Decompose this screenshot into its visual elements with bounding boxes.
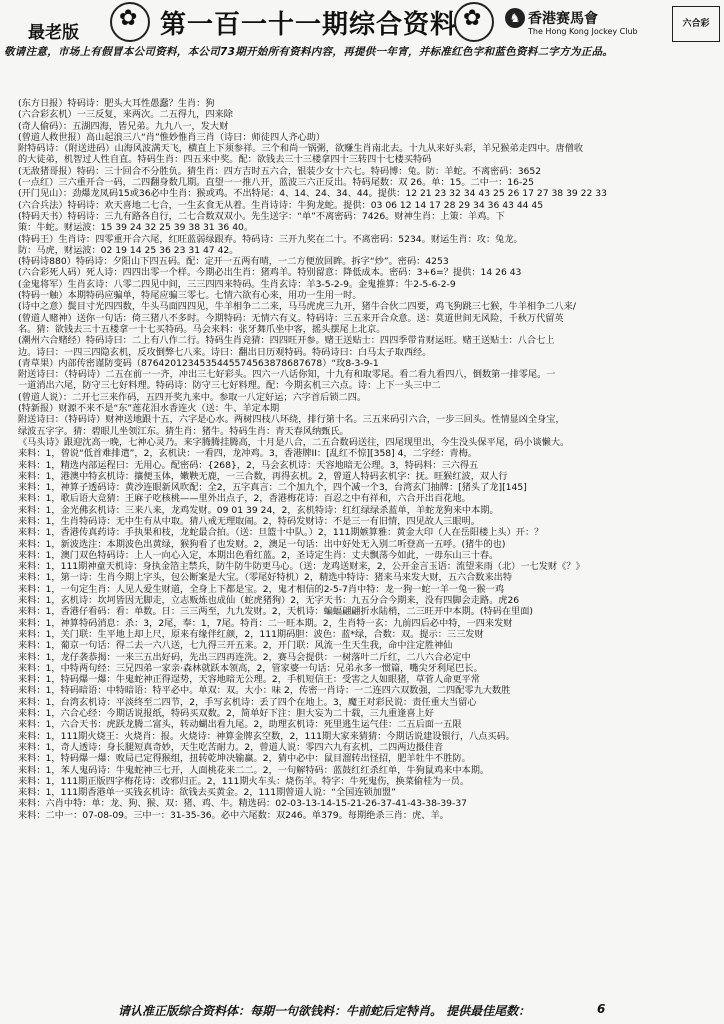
content-line: (特码一触）本期特码应骗单，特尾应骗三零七。七情六欲有心来，用功一生用一时。 bbox=[18, 290, 362, 302]
content-line: 来料：1，港澳中特玄机诗：攘便玉体，嫩鞅无鹿，一三合数，再得玄机。2，曾道人特码玄机字：抚。旺猴红波，双人行 bbox=[18, 470, 508, 482]
content-line: 策：牛蛇。财运波：15 39 24 32 25 39 38 31 36 40。 bbox=[18, 222, 254, 234]
flower-emblem-icon bbox=[110, 2, 150, 42]
content-line: (奇人偷码）：五湖四海，皆兄弟。九九八一，发大财 bbox=[18, 120, 229, 132]
content-line: 附特码诗：（附送进码）山海风波满天飞，横直上下须参祥。三个和尚一锅粥，欲赚生肖南北去。十九从来好头彩，羊兄猴弟走四中。唐僧收 bbox=[18, 143, 584, 155]
content-line: (特码王）生肖诗：四零重开合六尾，红旺蓝弱绿跟弃。特码诗：三开九奖在二十。不离密码：5234。财运生肖：攻：兔龙。 bbox=[18, 233, 523, 245]
page-title: 第一百一十一期综合资料 bbox=[160, 10, 458, 40]
content-line: (特新报）财源不来不是“东”莲花泪水香连火（送：牛、羊定本期 bbox=[18, 403, 280, 415]
content-line: 的大徒弟，机智过人性自直。特码生肖：四五来中奖。配：欲钱去三十三楼拿四十三转四十七楼买特码 bbox=[18, 154, 432, 166]
content-line: 来料：六肖中特：单：龙、狗、猴、双：猪、鸡、牛。精选码：02-03-13-14-15-21-26-37-41-43-38-39-37 bbox=[18, 798, 468, 810]
content-line: (东方日报）特码诗：肥头大耳性愚蠢？生肖：狗 bbox=[18, 98, 215, 109]
content-line: 来料：1，关门联：生平地上却上尺，原来有缘伴红颜，2，111期码胆：波色：蓝*绿，合数：双。提示：三三发财 bbox=[18, 628, 484, 640]
content-line: (曾道人说）：二开七三来作码，五四开奖九来中。参取一八定好运；六字首后锁二四。 bbox=[18, 391, 367, 403]
footer-text: 请认准正版综合资料体：每期一句欲钱料：牛前蛇后定特肖。 提供最佳尾数： bbox=[118, 1004, 531, 1018]
notice-banner: 敬请注意，市场上有假冒本公司资料，本公司73期开始所有资料内容，再提供一年宵，并标准红色字和蓝色资料二字方为正品。 bbox=[4, 46, 614, 58]
content-line: 来料：1，香港仔看码：看：单数。日：三三两至，九九发财。2，天机诗：蝙蝠翩翩折水陆梢，二三旺开中本期。(特码在里面) bbox=[18, 606, 533, 618]
content-line: 来料：1，生肖特码诗：无中生有从中取。猜八戒无理取闹。2，特码发财诗：不是三一有旧情，四见故人三眼明。 bbox=[18, 515, 480, 527]
content-line: 来料：1，精选内部运程曰：无用心。配密码：{268}，2，马会玄机诗：天容地暗无公理。3，特码料：三六得五 bbox=[18, 459, 479, 471]
content-line: 来料：1，香港传真药诗：手执果和枝，龙蛇最合拍。（送：旦篮十中队。）2，111期嫉算雅：黄金大印（人在岳阳楼上头）开：？ bbox=[18, 527, 544, 539]
content-line: 来料：1，神算特码消息：杀：3，2尾，奉：1，7尾。特肖：二一旺本期。2，生肖特一玄：九前四后必中特，一四来发财 bbox=[18, 617, 513, 629]
content-line: 来料：1，苯人鬼码诗：牛鬼蛇神三七开，人面桃花来二二。2，一句解特码：蓝鼓红红杀红单，牛狗鼠鸡来中本期。 bbox=[18, 764, 490, 776]
page-number: 6 bbox=[597, 1002, 606, 1016]
content-line: 来料：二中一：07-08-09。三中一：31-35-36。必中六尾数：双246。单379。每期绝杀三肖：虎、羊。 bbox=[18, 809, 449, 821]
content-line: 来料：1，特码暗语：中特暗语：特平必中。单双：双。大小：味 2，传密一肖诗：一二连四六双数强，二四配零九大数胜 bbox=[18, 685, 511, 697]
content-line: 一道消出六尾，防守三七好料理。特码诗：防守三七好料理。配：今期玄机三六点。诗：上下一头三中二 bbox=[18, 380, 441, 392]
content-line: (曾道人救世报）高山起浪三八“肖”惟妙惟肖三肖（诗曰：师徒四人齐心助） bbox=[18, 131, 326, 143]
content-line: 来料：1，111期神童天机诗：身执金箔主禁兵，防牛防牛防更马心。（送：龙鸡送财来，2，公开金言玉语：流望来雨（北）一七发财《？》 bbox=[18, 561, 585, 573]
version-label: 最老版 bbox=[28, 23, 79, 43]
jockey-club-logo-icon: ♞ bbox=[505, 8, 525, 28]
content-line: 来料：1，111期正版四字梅花诗：改邪归正。2，111期火车头：烧伤羊。特字：牛死鬼伤，换菜偷桂为一员。 bbox=[18, 775, 470, 787]
content-line: 来料：1，金光佛玄机诗：三来八来，龙鸡发财。09 01 39 24，2，玄机特诗：红红绿绿杀蓝单，羊蛇龙狗来中本期。 bbox=[18, 504, 499, 516]
content-line: (青草果）内部传密谨防变码（8764201234535445574563878687678）“玫8-3-9-1 bbox=[18, 357, 379, 369]
content-line: 名。猜：欲钱去三十五楼拿一十七买特码。马会来料：张牙舞爪坐中客，摇头摆尾上北京。 bbox=[18, 323, 386, 335]
content-line: 来料：1，六合天书：虎跃龙腾二富头，转动蝴出看九尾。2，助理玄机诗：死里逃生运气佳：二五后面一五限 bbox=[18, 719, 462, 731]
jockey-club-name: 香港赛馬會 bbox=[528, 11, 598, 27]
flower-emblem-icon bbox=[454, 2, 494, 42]
content-line: (六合彩死人码）死人诗：四四出零一个样。今期必出生肖：猪鸡羊。特别留意：降低成本。密码：3+6=？提供：14 26 43 bbox=[18, 267, 522, 279]
content-line: 来料：1，111期香港单一买钱玄机诗：欲钱去买黄金。2，111期曾道人说：“全国连锁加盟” bbox=[18, 787, 396, 799]
content-line: (金鬼将军）生肖玄诗：八零二四见中间，三三四四来特码。生肖玄诗：羊3-5-2-9。金鬼推算：牛2-5-6-2-9 bbox=[18, 278, 456, 290]
content-body bbox=[18, 98, 718, 990]
content-line: 来料：1，一句定生肖：人见人爱生财道，全身上下都是宝。2，鬼才相信的2-5-7肖中特：龙一狗一蛇一羊一兔一猴一鸡 bbox=[18, 583, 505, 595]
content-line: (无敌猪哥报）特码：三十回合不分胜负。猜生肖：四方吉时五六合，银装少女十六七。特码博：兔。防：羊蛇。不离密码：3652 bbox=[18, 165, 542, 177]
content-line: 《马头诗》跟迎沈高一晚，七神心灵乃。来字腾腾挂腾高，十月是八合，二五合数码送往，四尾现里出，今生没头保平尾，码小谈懒大。 bbox=[18, 436, 570, 448]
content-line: 来料：1，中特两句经：三兄四弟一家亲·森林就跃本领高，2，管家婆一句话：兄弟永多一惯篇，嘴尖牙利尾巴长。 bbox=[18, 662, 483, 674]
content-line: (特码诗880）特码诗：夕阳山下四五码。配：定开一五两有晴，一二方便放回眸。拆字“炒”。密码：4253 bbox=[18, 256, 449, 268]
content-line: 来料：1，玄机诗：坎坷皆因无脚走，立志贩炼也成仙（蛇虎猪狗）2，无字天书：九五分合今期来，没有四脚会走路。虎26 bbox=[18, 595, 520, 607]
content-line: 附送诗曰：（特码诗）二五在前一一齐，冲出三七好彩头。四六一八话你知，十九有和取零尾。看二看九看四八，倒数第一排零尾。一 bbox=[18, 369, 556, 381]
content-line: 来料：1，奇人透诗：身长腿短真奇妙，天生吃苦耐力。2，曾道人说：零四六九有玄机，二四两边摄佳音 bbox=[18, 741, 444, 753]
content-line: 来料：1，神算子透码诗：黄沙连眼新风吹配：全2，五字真言：二个加九个，四个减一个3，台湾玄门抽牌：[猪头了龙][145] bbox=[18, 482, 527, 494]
content-line: (诗中之意）鬓目寸光四四数，牛头马面四四见，牛羊相争二二来，马马虎虎三九开，猪牛合伙二四要，鸡飞狗跳三七猴，牛羊相争二八来/ bbox=[18, 301, 576, 313]
content-line: 来料：1，曾说“低首难排遣”，2，玄机诀：一看四，龙冲鸡。3，香港牌II：[乱红不惊][358] 4，二字经：青梅。 bbox=[18, 448, 477, 460]
content-line: 绿波五字字。猜：碧眼儿坐领江东。猜生肖：猪牛。特码生肖：青天春风纳甄氏。 bbox=[18, 425, 349, 437]
content-line: 来料：1，澳门双色特码诗：上人一向心入定，本期出色看红蓝。2，圣诗定生肖：丈夫飘荡今如此，一毋东山三十春。 bbox=[18, 549, 499, 561]
content-line: (六合兵法）特码诗：欢天喜地二七合，一生玄食无从着。生肖诗诗：牛狗龙蛇。提供：03 06 12 14 17 28 29 34 36 43 44 45 bbox=[18, 199, 544, 211]
content-line: 来料：1，葡京一句话：得二去一六八送，七九得三开五来。2，开门联：风流一生天生我，命中注定胜神仙 bbox=[18, 640, 453, 652]
content-line: 来料：1，新波选注：本期波色出黄绿，猴狗看了也发财。2，澳足一句话：出中好处无入别二听登高一五呼。(猪牛的也) bbox=[18, 538, 506, 550]
content-line: (特码天书）特码诗：三九有路各自行，二七合数双双小。先生送字：“单”不离密码：7426。财神生肖：上策：羊鸡。下 bbox=[18, 210, 505, 222]
content-line: 来料：1，第一诗：生肖今期上字头，包公断案是大宝。（零尾好特机）2，精选中特诗：猪来马来发大财，五六合数来出特 bbox=[18, 572, 513, 584]
content-line: 防：马虎，财运波：02 19 14 25 36 23 31 47 42。 bbox=[18, 244, 239, 256]
content-line: 来料：1，特码爆一爆：败局已定得猴组，扭转乾坤决输赢。2，猜中必中：鼠目溜转出怪招，肥羊牡牛不胜防。 bbox=[18, 753, 471, 765]
content-line: 来料：1，特码爆一爆：牛鬼蛇神正得逞势，天容地暗无公理。2，手机短信王：受害之人如眼猪，草菅人命更平常 bbox=[18, 674, 480, 686]
page-header bbox=[0, 0, 724, 44]
content-line: 来料：1，111期火烧王：火烧肖：报。火烧诗：神算金牌玄空数，2，111期大家来猜猜：今期话说建设银行，八点买码。 bbox=[18, 730, 515, 742]
content-line: (开门见山）：劲爆龙凤码15或36必中生肖：猴或鸡。不出特尾：4、14、24、34、44。提供：12 21 23 32 34 43 25 26 17 27 38 39 22 33 bbox=[18, 188, 607, 200]
content-line: (六合彩玄机）一三反复，来两次。二五得九，四来除 bbox=[18, 109, 233, 121]
content-line: (一点红）三六重开合一码，二四翻身数几期。直望一一推八开，蓝波三六正反出。特码尾数：双 26。单：15。二中一：16-25 bbox=[18, 177, 534, 189]
content-line: 来料：1，龙仔袭恭揭：一来三五出好码，先出三四再连洗。2，赛马会提供：一树落叶二斤红，二八六合必定中 bbox=[18, 651, 471, 663]
content-line: 边。诗曰：一四三四隐玄机，反攻倒弊七八来。诗曰：翻出日历观特码。特码诗曰：白马太子取西经。 bbox=[18, 346, 432, 358]
content-line: 来料：1，六合心经：今期话说报纸，特码买双数。2，简单好下注：胆大妄为二十载，三九重逢喜上好 bbox=[18, 708, 434, 720]
page-footer bbox=[0, 1002, 724, 1022]
content-line: 来料：1，台湾玄机诗：平淡终至二四节，2，手写玄机诗：丢了四个在地上。3，魔王对彩民说：责任重大当留心 bbox=[18, 696, 477, 708]
content-line: 附送诗曰：（特码诗）财神送地跟十五，六字是心水。两树四枝八环绕，排行第十名。三五来码引六合，一步三回头。性情显凶全身宝， bbox=[18, 414, 565, 426]
content-line: (曾道人赌神）送你一句话：倚三猪八不多时。今期特码：无情六有义。特码诗：三五来开合众意。送：莫道世间无风险，千秋万代留英 bbox=[18, 312, 564, 324]
jockey-club-english-name: The Hong Kong Jockey Club bbox=[528, 27, 638, 36]
lottery-badge: 六合彩 bbox=[672, 6, 720, 42]
content-line: 来料：1，歌后语大竞猜：王麻子吃核桃——里外出点子，2，香港梅花诗：百忍之中有祥和，六合开出百花地。 bbox=[18, 493, 471, 505]
content-line: (潮州六合赌经）特码诗曰：二上有八作二行。特码生肖竞猜：四四旺开参。赌王送贴士：四四季带肯财运旺。赌王送贴士：八合七上 bbox=[18, 335, 555, 347]
